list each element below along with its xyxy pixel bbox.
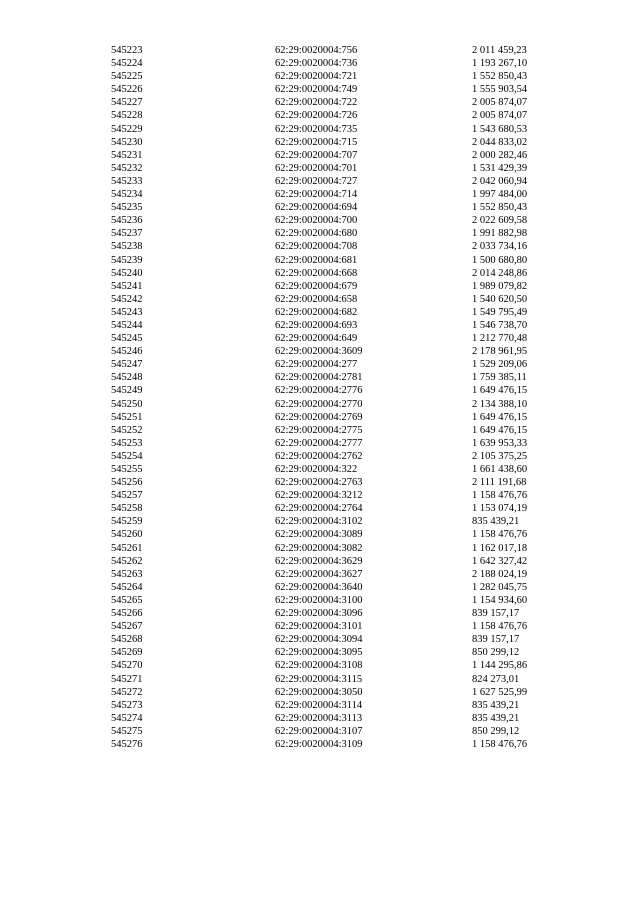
cadastral-value: 1 997 484,00 xyxy=(472,189,528,201)
row-number: 545248 xyxy=(111,372,143,384)
table-row xyxy=(0,162,640,175)
row-number: 545228 xyxy=(111,110,143,122)
cadastral-number: 62:29:0020004:694 xyxy=(275,202,358,214)
row-number: 545256 xyxy=(111,477,143,489)
table-row xyxy=(0,254,640,267)
table-row xyxy=(0,57,640,70)
row-number: 545245 xyxy=(111,333,143,345)
table-row xyxy=(0,398,640,411)
cadastral-value: 1 154 934,60 xyxy=(472,594,528,606)
cadastral-value: 1 759 385,11 xyxy=(472,372,527,384)
table-row xyxy=(0,214,640,227)
row-number: 545238 xyxy=(111,241,143,253)
row-number: 545236 xyxy=(111,215,143,227)
cadastral-value: 839 157,17 xyxy=(472,634,520,646)
cadastral-number: 62:29:0020004:277 xyxy=(275,359,358,371)
cadastral-number: 62:29:0020004:722 xyxy=(275,97,358,109)
cadastral-value: 2 014 248,86 xyxy=(472,267,528,279)
cadastral-number: 62:29:0020004:322 xyxy=(275,464,358,475)
cadastral-number: 62:29:0020004:3096 xyxy=(275,608,363,620)
table-row xyxy=(0,175,640,188)
cadastral-number: 62:29:0020004:727 xyxy=(275,175,358,187)
cadastral-number: 62:29:0020004:649 xyxy=(275,333,358,345)
cadastral-number: 62:29:0020004:2763 xyxy=(275,477,363,489)
row-number: 545259 xyxy=(111,516,143,528)
row-number: 545260 xyxy=(111,529,143,541)
row-number: 545235 xyxy=(111,202,143,214)
cadastral-number: 62:29:0020004:3095 xyxy=(275,647,363,659)
cadastral-number: 62:29:0020004:3629 xyxy=(275,555,363,567)
row-number: 545276 xyxy=(111,738,143,750)
table-row xyxy=(0,620,640,633)
cadastral-number: 62:29:0020004:3107 xyxy=(275,725,363,737)
table-row xyxy=(0,227,640,240)
cadastral-value: 1 531 429,39 xyxy=(472,162,528,174)
table-row xyxy=(0,280,640,293)
cadastral-number: 62:29:0020004:715 xyxy=(275,136,358,148)
cadastral-value: 1 552 850,43 xyxy=(472,71,528,83)
cadastral-value: 1 162 017,18 xyxy=(472,542,528,554)
row-number: 545273 xyxy=(111,699,143,711)
table-row xyxy=(0,607,640,620)
table-row xyxy=(0,306,640,319)
row-number: 545274 xyxy=(111,712,143,724)
cadastral-number: 62:29:0020004:708 xyxy=(275,241,358,253)
table-row xyxy=(0,384,640,397)
row-number: 545237 xyxy=(111,228,143,240)
cadastral-value: 1 989 079,82 xyxy=(472,280,528,292)
cadastral-number: 62:29:0020004:3050 xyxy=(275,686,363,698)
table-row xyxy=(0,686,640,699)
table-row xyxy=(0,515,640,528)
cadastral-value: 1 552 850,43 xyxy=(472,202,528,214)
cadastral-number: 62:29:0020004:701 xyxy=(275,162,358,174)
row-number: 545272 xyxy=(111,686,143,698)
row-number: 545251 xyxy=(111,411,143,423)
table-row xyxy=(0,358,640,371)
table-row xyxy=(0,267,640,280)
cadastral-number: 62:29:0020004:726 xyxy=(275,110,358,122)
row-number: 545246 xyxy=(111,346,143,358)
cadastral-value: 1 500 680,80 xyxy=(472,254,528,266)
cadastral-value: 1 540 620,50 xyxy=(472,293,528,305)
cadastral-number: 62:29:0020004:700 xyxy=(275,215,358,227)
cadastral-number: 62:29:0020004:714 xyxy=(275,189,358,201)
cadastral-value: 2 005 874,07 xyxy=(472,97,528,109)
row-number: 545242 xyxy=(111,293,143,305)
cadastral-value: 2 005 874,07 xyxy=(472,110,528,122)
cadastral-value: 1 649 476,15 xyxy=(472,385,528,397)
cadastral-value: 1 661 438,60 xyxy=(472,464,528,475)
table-row xyxy=(0,659,640,672)
cadastral-number: 62:29:0020004:2775 xyxy=(275,424,363,436)
row-number: 545262 xyxy=(111,555,143,567)
cadastral-value: 824 273,01 xyxy=(472,673,520,685)
cadastral-value: 1 627 525,99 xyxy=(472,686,528,698)
table-row xyxy=(0,149,640,162)
cadastral-number: 62:29:0020004:721 xyxy=(275,71,358,83)
table-row xyxy=(0,424,640,437)
table-row xyxy=(0,109,640,122)
cadastral-value: 1 529 209,06 xyxy=(472,359,528,371)
row-number: 545270 xyxy=(111,660,143,672)
cadastral-value: 1 649 476,15 xyxy=(472,411,528,423)
row-number: 545255 xyxy=(111,464,143,475)
table-row xyxy=(0,96,640,109)
row-number: 545253 xyxy=(111,437,143,449)
cadastral-value: 2 011 459,23 xyxy=(472,45,527,56)
cadastral-number: 62:29:0020004:2770 xyxy=(275,398,363,410)
cadastral-number: 62:29:0020004:693 xyxy=(275,319,358,331)
row-number: 545239 xyxy=(111,254,143,266)
cadastral-number: 62:29:0020004:680 xyxy=(275,228,358,240)
table-row xyxy=(0,450,640,463)
table-row xyxy=(0,83,640,96)
row-number: 545254 xyxy=(111,450,143,462)
row-number: 545263 xyxy=(111,568,143,580)
cadastral-value: 1 549 795,49 xyxy=(472,306,528,318)
cadastral-number: 62:29:0020004:3115 xyxy=(275,673,363,685)
cadastral-value: 839 157,17 xyxy=(472,608,520,620)
cadastral-value: 2 044 833,02 xyxy=(472,136,528,148)
cadastral-value: 1 639 953,33 xyxy=(472,437,528,449)
cadastral-value: 2 134 388,10 xyxy=(472,398,528,410)
table-row xyxy=(0,568,640,581)
table-row xyxy=(0,555,640,568)
table-row xyxy=(0,476,640,489)
table-row xyxy=(0,123,640,136)
row-number: 545266 xyxy=(111,608,143,620)
table-row xyxy=(0,738,640,751)
cadastral-value: 835 439,21 xyxy=(472,712,520,724)
table-row xyxy=(0,240,640,253)
table-row xyxy=(0,332,640,345)
row-number: 545230 xyxy=(111,136,143,148)
row-number: 545264 xyxy=(111,581,143,593)
cadastral-number: 62:29:0020004:736 xyxy=(275,58,358,70)
row-number: 545231 xyxy=(111,149,143,161)
row-number: 545225 xyxy=(111,71,143,83)
row-number: 545247 xyxy=(111,359,143,371)
document-table xyxy=(0,44,640,751)
table-row xyxy=(0,463,640,476)
cadastral-value: 2 178 961,95 xyxy=(472,346,528,358)
table-row xyxy=(0,502,640,515)
table-row xyxy=(0,437,640,450)
cadastral-number: 62:29:0020004:3212 xyxy=(275,490,363,502)
row-number: 545257 xyxy=(111,490,143,502)
cadastral-value: 1 158 476,76 xyxy=(472,738,528,750)
cadastral-value: 2 188 024,19 xyxy=(472,568,528,580)
table-row xyxy=(0,44,640,57)
row-number: 545226 xyxy=(111,84,143,96)
cadastral-value: 1 991 882,98 xyxy=(472,228,528,240)
row-number: 545234 xyxy=(111,189,143,201)
table-row xyxy=(0,542,640,555)
cadastral-number: 62:29:0020004:2776 xyxy=(275,385,363,397)
cadastral-number: 62:29:0020004:658 xyxy=(275,293,358,305)
table-row xyxy=(0,319,640,332)
cadastral-value: 1 642 327,42 xyxy=(472,555,528,567)
cadastral-value: 1 555 903,54 xyxy=(472,84,528,96)
cadastral-value: 1 158 476,76 xyxy=(472,621,528,633)
row-number: 545271 xyxy=(111,673,143,685)
cadastral-number: 62:29:0020004:707 xyxy=(275,149,358,161)
row-number: 545275 xyxy=(111,725,143,737)
cadastral-number: 62:29:0020004:3109 xyxy=(275,738,363,750)
cadastral-number: 62:29:0020004:3114 xyxy=(275,699,363,711)
cadastral-number: 62:29:0020004:3640 xyxy=(275,581,363,593)
table-row xyxy=(0,581,640,594)
cadastral-value: 2 111 191,68 xyxy=(472,477,527,489)
cadastral-value: 835 439,21 xyxy=(472,516,520,528)
cadastral-number: 62:29:0020004:679 xyxy=(275,280,358,292)
cadastral-value: 1 193 267,10 xyxy=(472,58,528,70)
cadastral-number: 62:29:0020004:3100 xyxy=(275,594,363,606)
cadastral-value: 2 000 282,46 xyxy=(472,149,528,161)
cadastral-value: 850 299,12 xyxy=(472,725,520,737)
cadastral-value: 2 033 734,16 xyxy=(472,241,528,253)
row-number: 545267 xyxy=(111,621,143,633)
table-row xyxy=(0,201,640,214)
cadastral-number: 62:29:0020004:682 xyxy=(275,306,358,318)
row-number: 545261 xyxy=(111,542,143,554)
row-number: 545241 xyxy=(111,280,143,292)
table-row xyxy=(0,725,640,738)
cadastral-value: 850 299,12 xyxy=(472,647,520,659)
cadastral-number: 62:29:0020004:3094 xyxy=(275,634,363,646)
row-number: 545243 xyxy=(111,306,143,318)
table-row xyxy=(0,345,640,358)
cadastral-value: 1 158 476,76 xyxy=(472,529,528,541)
table-row xyxy=(0,489,640,502)
cadastral-value: 2 022 609,58 xyxy=(472,215,528,227)
cadastral-number: 62:29:0020004:756 xyxy=(275,45,358,56)
table-row xyxy=(0,371,640,384)
row-number: 545233 xyxy=(111,175,143,187)
cadastral-number: 62:29:0020004:3627 xyxy=(275,568,363,580)
cadastral-value: 2 105 375,25 xyxy=(472,450,528,462)
row-number: 545244 xyxy=(111,319,143,331)
cadastral-number: 62:29:0020004:3108 xyxy=(275,660,363,672)
row-number: 545229 xyxy=(111,123,143,135)
cadastral-number: 62:29:0020004:2769 xyxy=(275,411,363,423)
cadastral-value: 1 158 476,76 xyxy=(472,490,528,502)
cadastral-number: 62:29:0020004:3101 xyxy=(275,621,363,633)
cadastral-value: 1 649 476,15 xyxy=(472,424,528,436)
row-number: 545265 xyxy=(111,594,143,606)
cadastral-value: 835 439,21 xyxy=(472,699,520,711)
table-row xyxy=(0,646,640,659)
row-number: 545252 xyxy=(111,424,143,436)
table-row xyxy=(0,188,640,201)
row-number: 545249 xyxy=(111,385,143,397)
row-number: 545250 xyxy=(111,398,143,410)
row-number: 545223 xyxy=(111,45,143,56)
cadastral-value: 1 153 074,19 xyxy=(472,503,528,515)
table-row xyxy=(0,673,640,686)
cadastral-number: 62:29:0020004:749 xyxy=(275,84,358,96)
table-row xyxy=(0,136,640,149)
row-number: 545269 xyxy=(111,647,143,659)
cadastral-number: 62:29:0020004:2764 xyxy=(275,503,363,515)
cadastral-number: 62:29:0020004:3089 xyxy=(275,529,363,541)
row-number: 545258 xyxy=(111,503,143,515)
cadastral-value: 1 212 770,48 xyxy=(472,333,528,345)
cadastral-number: 62:29:0020004:681 xyxy=(275,254,358,266)
cadastral-value: 1 282 045,75 xyxy=(472,581,528,593)
table-row xyxy=(0,633,640,646)
table-row xyxy=(0,712,640,725)
cadastral-number: 62:29:0020004:2777 xyxy=(275,437,363,449)
row-number: 545227 xyxy=(111,97,143,109)
row-number: 545268 xyxy=(111,634,143,646)
cadastral-number: 62:29:0020004:3113 xyxy=(275,712,363,724)
cadastral-number: 62:29:0020004:735 xyxy=(275,123,358,135)
table-row xyxy=(0,70,640,83)
cadastral-value: 1 144 295,86 xyxy=(472,660,528,672)
cadastral-number: 62:29:0020004:668 xyxy=(275,267,358,279)
cadastral-number: 62:29:0020004:3082 xyxy=(275,542,363,554)
cadastral-number: 62:29:0020004:2762 xyxy=(275,450,363,462)
cadastral-value: 2 042 060,94 xyxy=(472,175,528,187)
table-row xyxy=(0,699,640,712)
cadastral-number: 62:29:0020004:3102 xyxy=(275,516,363,528)
cadastral-number: 62:29:0020004:3609 xyxy=(275,346,363,358)
cadastral-number: 62:29:0020004:2781 xyxy=(275,372,363,384)
row-number: 545232 xyxy=(111,162,143,174)
table-row xyxy=(0,293,640,306)
table-row xyxy=(0,594,640,607)
table-row xyxy=(0,528,640,541)
cadastral-value: 1 543 680,53 xyxy=(472,123,528,135)
row-number: 545224 xyxy=(111,58,143,70)
cadastral-value: 1 546 738,70 xyxy=(472,319,528,331)
table-row xyxy=(0,411,640,424)
row-number: 545240 xyxy=(111,267,143,279)
